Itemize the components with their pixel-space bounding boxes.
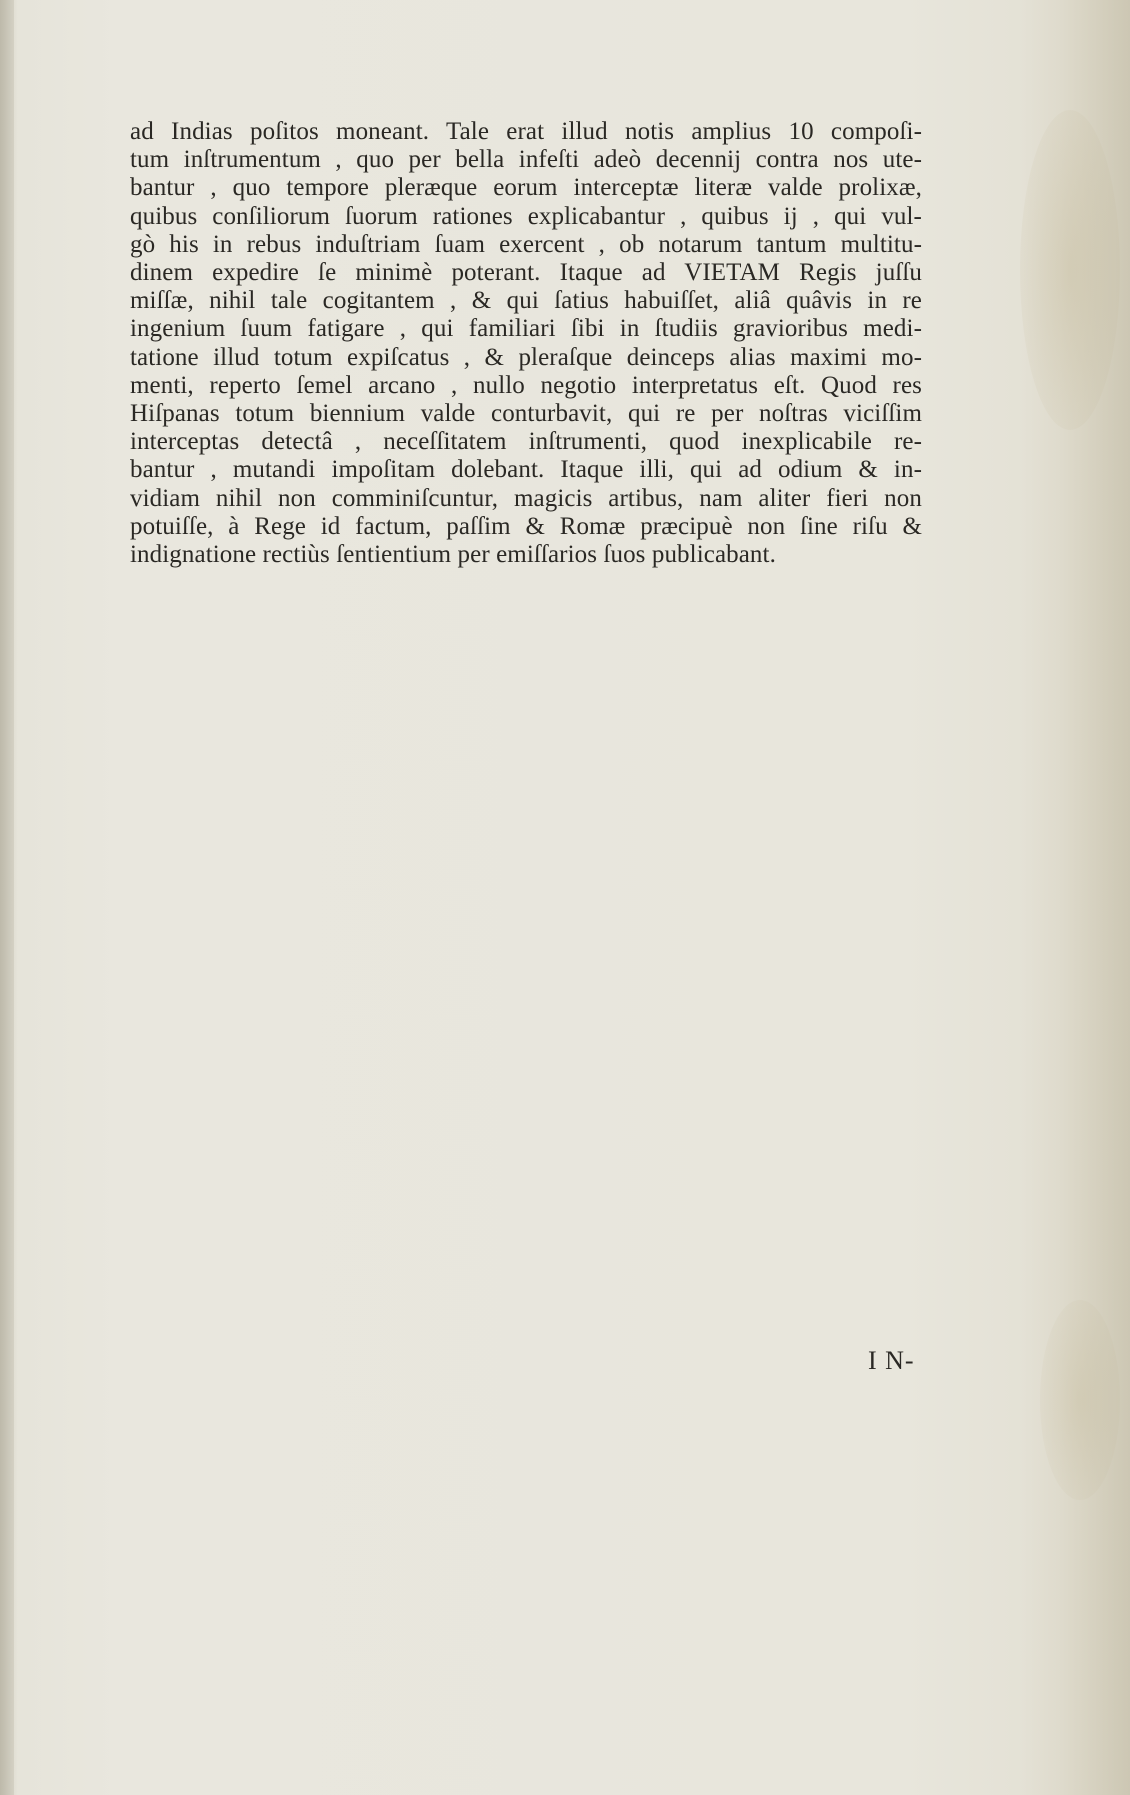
page-gutter <box>0 0 14 1795</box>
text-line: tatione illud totum expiſcatus , & pleraſque deinceps alias maximi mo- <box>130 343 922 371</box>
paper-stain <box>1020 110 1120 430</box>
text-line: miſſæ, nihil tale cogitantem , & qui ſatius habuiſſet, aliâ quâvis in re <box>130 287 922 315</box>
body-text <box>130 118 922 569</box>
text-line: bantur , mutandi impoſitam dolebant. Itaque illi, qui ad odium & in- <box>130 456 922 484</box>
text-line: gò his in rebus induſtriam ſuam exercent , ob notarum tantum multitu- <box>130 230 922 258</box>
catchword: I N- <box>868 1346 915 1375</box>
text-line: tum inſtrumentum , quo per bella infeſti adeò decennij contra nos ute- <box>130 146 922 174</box>
text-line: menti, reperto ſemel arcano , nullo negotio interpretatus eſt. Quod res <box>130 371 922 399</box>
text-line: bantur , quo tempore pleræque eorum interceptæ literæ valde prolixæ, <box>130 174 922 202</box>
text-line: potuiſſe, à Rege id factum, paſſim & Romæ præcipuè non ſine riſu & <box>130 512 922 540</box>
text-line: indignatione rectiùs ſentientium per emiſſarios ſuos publicabant. <box>130 541 776 569</box>
text-line: Hiſpanas totum biennium valde conturbavit, qui re per noſtras viciſſim <box>130 400 922 428</box>
text-line: ad Indias poſitos moneant. Tale erat illud notis amplius 10 compoſi- <box>130 118 922 145</box>
text-line: interceptas detectâ , neceſſitatem inſtrumenti, quod inexplicabile re- <box>130 428 922 456</box>
text-line: ingenium ſuum fatigare , qui familiari ſibi in ſtudiis gravioribus medi- <box>130 315 922 343</box>
text-line: quibus conſiliorum ſuorum rationes explicabantur , quibus ij , qui vul- <box>130 202 922 230</box>
text-line: vidiam nihil non comminiſcuntur, magicis artibus, nam aliter fieri non <box>130 484 922 512</box>
paper-stain <box>1040 1300 1120 1500</box>
text-line: dinem expedire ſe minimè poterant. Itaque ad VIETAM Regis juſſu <box>130 259 922 287</box>
